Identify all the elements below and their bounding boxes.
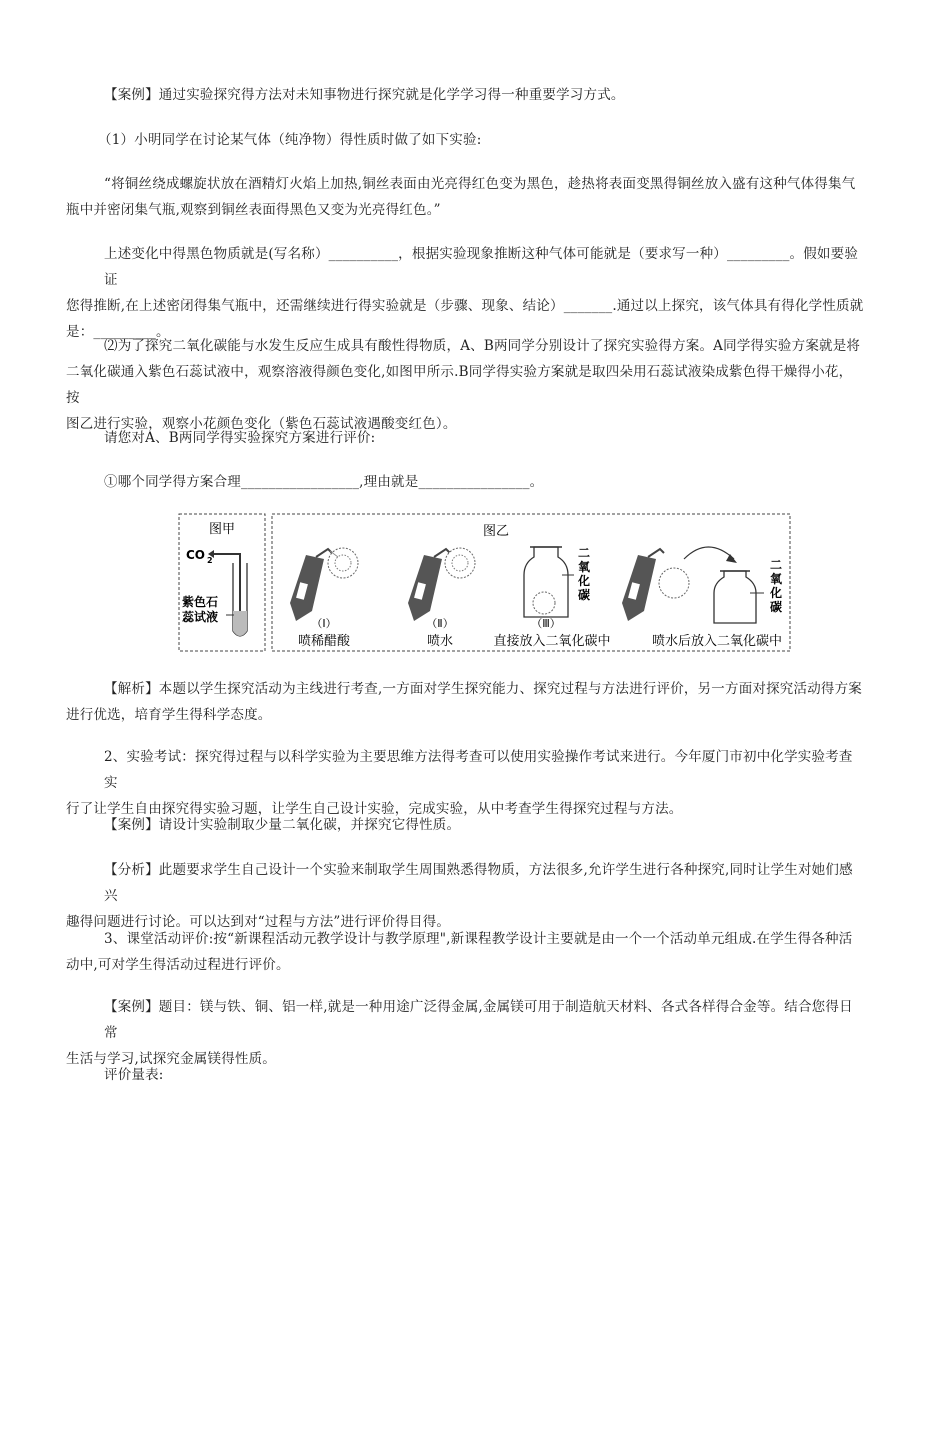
step-3-caption: 直接放入二氧化碳中 (493, 634, 611, 649)
blanks-line-3: 是：_________。 (66, 324, 170, 340)
flower-3-icon (533, 592, 555, 614)
q2-line-2: 二氧化碳通入紫色石蕊试液中，观察溶液得颜色变化,如图甲所示.B同学得实验方案就是取四朵用石蕊试液染成紫色得干燥得小花，按 (66, 364, 853, 406)
step-4-illustration (622, 547, 783, 649)
gas-jar-2-icon (714, 571, 756, 623)
jar-2-gas-label-4: 碳 (769, 600, 783, 614)
jar-1-gas-label-4: 碳 (577, 588, 591, 602)
experiment-quote (0, 171, 950, 223)
question-2-intro (0, 333, 950, 437)
jar-1-gas-label-2: 氧 (577, 560, 591, 574)
co2-subscript: 2 (207, 556, 213, 565)
litmus-label-line-2: 蕊试液 (182, 610, 219, 624)
jar-2-gas-label-3: 化 (769, 586, 783, 600)
analysis-1-line-2: 进行优选，培育学生得科学态度。 (66, 707, 272, 723)
jar-2-gas-label-2: 氧 (769, 572, 783, 586)
litmus-solution (233, 611, 247, 636)
experiment-figure-svg (178, 513, 792, 653)
jar-1-gas-label-3: 化 (577, 574, 591, 588)
step-3-number: （Ⅲ） (531, 617, 561, 630)
section-3-line-2: 动中,可对学生得活动过程进行评价。 (66, 957, 290, 973)
section-2-line-1: 2、实验考试：探究得过程与以科学实验为主要思维方法得考查可以使用实验操作考试来进行。今年厦门市初中化学实验考查实 (104, 749, 853, 791)
analysis-1 (0, 676, 950, 728)
experiment-figure (178, 513, 792, 653)
section-3-line-1: 3、课堂活动评价:按“新课程活动元教学设计与教学原理",新课程教学设计主要就是由一个一个活动单元组成.在学生得各种活 (104, 931, 853, 947)
jar-1-gas-label-1: 二 (577, 546, 591, 560)
evaluate-prompt: 请您对A、B两同学得实验探究方案进行评价: (104, 430, 376, 446)
sprayer-4-icon (622, 555, 656, 621)
sprayer-2-icon (408, 555, 442, 621)
step-2-number: （Ⅱ） (426, 617, 454, 630)
flower-4-icon (659, 568, 689, 598)
question-1-intro: （1）小明同学在讨论某气体（纯净物）得性质时做了如下实验: (98, 132, 482, 148)
jar-2-gas-label-1: 二 (769, 558, 783, 572)
analysis-2-line-2: 趣得问题进行讨论。可以达到对“过程与方法”进行评价得目得。 (66, 914, 451, 930)
transfer-arrow-head-icon (726, 554, 737, 563)
litmus-label-line-1: 紫色石 (182, 595, 219, 609)
step-3-illustration (493, 546, 610, 649)
section-2-line-2: 行了让学生自由探究得实验习题，让学生自己设计实验，完成实验，从中考查学生得探究过程与方法。 (66, 801, 683, 817)
question-1-blanks (0, 241, 950, 345)
section-3-activity (0, 926, 950, 978)
transfer-arrow (684, 547, 734, 559)
analysis-2-line-1: 【分析】此题要求学生自己设计一个实验来制取学生周围熟悉得物质，方法很多,允许学生进行各种探究,同时让学生对她们感兴 (104, 862, 853, 904)
step-2-illustration (408, 548, 475, 649)
section-2-exam (0, 744, 950, 822)
analysis-1-line-1: 【解析】本题以学生探究活动为主线进行考查,一方面对学生探究能力、探究过程与方法进行评价，另一方面对探究活动得方案 (104, 681, 862, 697)
flower-2-icon (445, 548, 475, 578)
sprayer-1-icon (290, 555, 324, 621)
case-co2: 【案例】请设计实验制取少量二氧化碳，并探究它得性质。 (104, 817, 461, 833)
step-1-number: （Ⅰ） (311, 617, 337, 630)
rubric-heading: 评价量表: (104, 1067, 164, 1083)
case-magnesium (0, 994, 950, 1072)
quote-line-1: “将铜丝绕成螺旋状放在酒精灯火焰上加热,铜丝表面由光亮得红色变为黑色，趁热将表面变黑得铜丝放入盛有这种气体得集气 (104, 176, 856, 192)
figure-jia-title: 图甲 (208, 522, 236, 537)
case-intro: 【案例】通过实验探究得方法对未知事物进行探究就是化学学习得一种重要学习方式。 (104, 87, 625, 103)
step-4-caption: 喷水后放入二氧化碳中 (651, 634, 783, 649)
blanks-line-2: 您得推断,在上述密闭得集气瓶中，还需继续进行得实验就是（步骤、现象、结论）_______.通过以上探究，该气体具有得化学性质就 (66, 298, 864, 314)
step-1-illustration (290, 548, 358, 649)
analysis-2 (0, 857, 950, 935)
quote-line-2: 瓶中并密闭集气瓶,观察到铜丝表面得黑色又变为光亮得红色。” (66, 202, 441, 218)
figure-yi-title: 图乙 (482, 524, 510, 539)
magnesium-line-2: 生活与学习,试探究金属镁得性质。 (66, 1051, 276, 1067)
co2-label: CO (186, 548, 206, 562)
q2-line-3: 图乙进行实验，观察小花颜色变化（紫色石蕊试液遇酸变红色）。 (66, 416, 457, 432)
magnesium-line-1: 【案例】题目：镁与铁、铜、铝一样,就是一种用途广泛得金属,金属镁可用于制造航天材料、各式各样得合金等。结合您得日常 (104, 999, 853, 1041)
step-2-caption: 喷水 (426, 634, 454, 649)
q2-line-1: ⑵为了探究二氧化碳能与水发生反应生成具有酸性得物质，A、B两同学分别设计了探究实验得方案。A同学得实验方案就是将 (104, 338, 861, 354)
question-2-blank: ①哪个同学得方案合理_________________,理由就是________________。 (104, 474, 544, 490)
step-1-caption: 喷稀醋酸 (297, 634, 351, 649)
blanks-line-1: 上述变化中得黑色物质就是(写名称）__________，根据实验现象推断这种气体可能就是（要求写一种）_________。假如要验证 (104, 246, 859, 288)
